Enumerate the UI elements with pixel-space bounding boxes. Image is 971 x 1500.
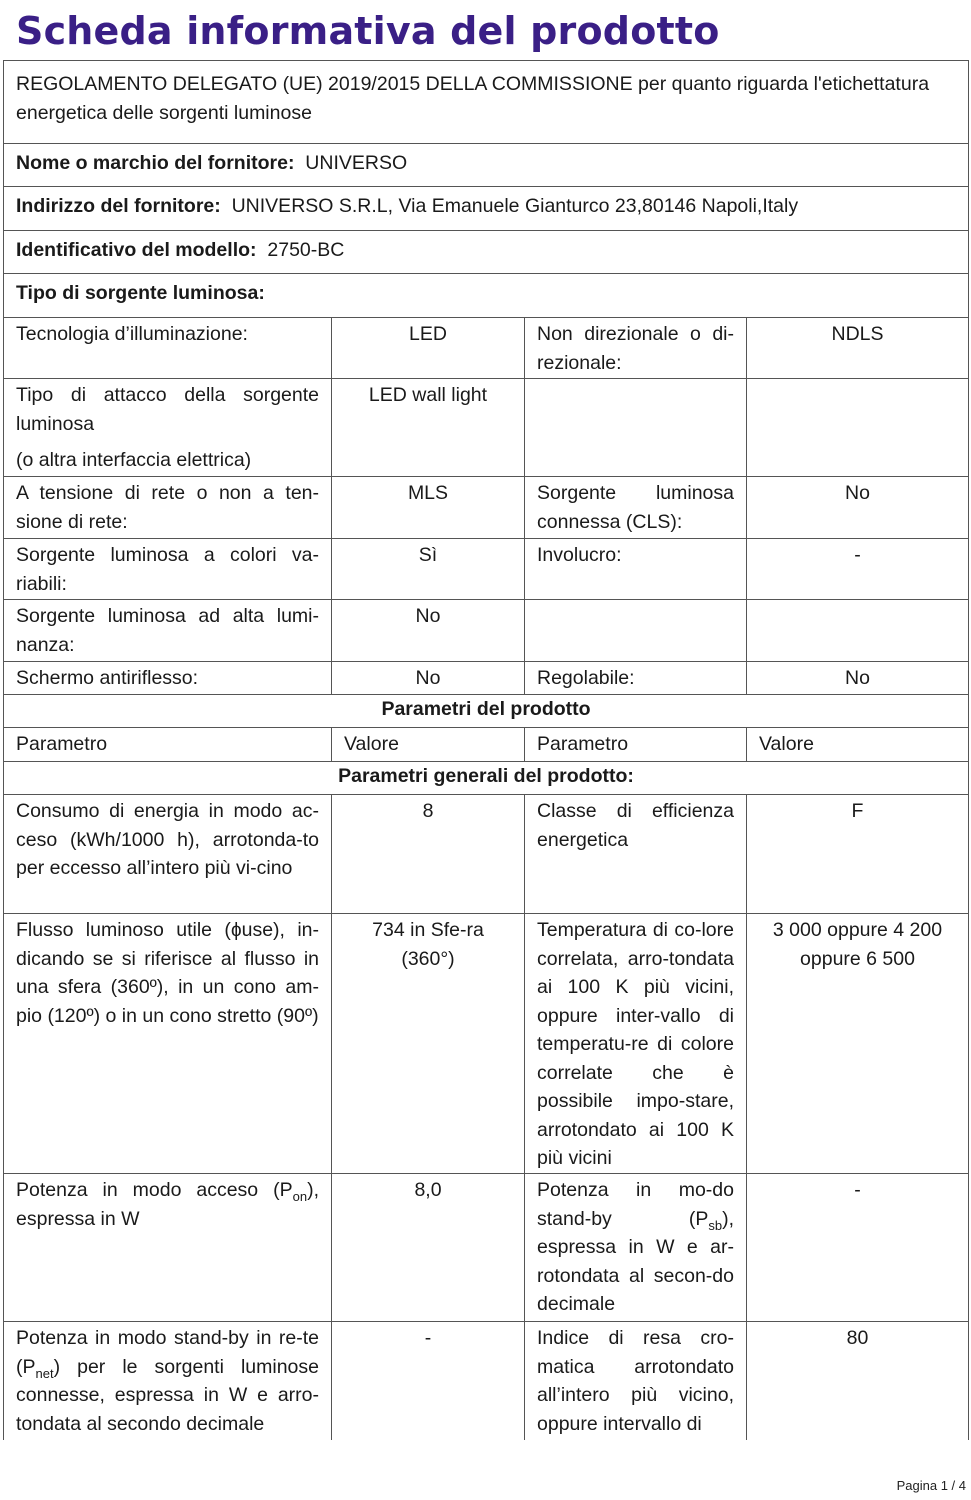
table-row bbox=[4, 795, 969, 914]
supplier-name-value: UNIVERSO bbox=[305, 152, 408, 174]
cri-label: Indice di resa cro-matica arrotondato all’intero più vicino, oppure intervallo di bbox=[525, 1322, 747, 1440]
network-standby-label: Potenza in modo stand-by in re-te $(P_{net})$ per le sorgenti luminose connesse, espressa in W e arro-tondata al secondo decimale bbox=[4, 1322, 332, 1440]
colour-value: Sì bbox=[332, 539, 525, 600]
cap-value: LED wall light bbox=[332, 379, 525, 477]
supplier-address-row bbox=[4, 187, 969, 231]
table-row bbox=[4, 914, 969, 1174]
empty-cell bbox=[525, 379, 747, 477]
regulation-row bbox=[4, 61, 969, 144]
energy-consumption-label: Consumo di energia in modo ac-ceso (kWh/1000 h), arrotonda-to per eccesso all’intero più vi-cino bbox=[4, 795, 332, 914]
table-row bbox=[4, 477, 969, 539]
tech-value: LED bbox=[332, 318, 525, 379]
model-id-row bbox=[4, 231, 969, 274]
source-type-header: Tipo di sorgente luminosa: bbox=[4, 274, 969, 318]
connected-label: Sorgente luminosa connessa (CLS): bbox=[525, 477, 747, 539]
colour-temperature-label: Temperatura di co-lore correlata, arro-tondata ai 100 K più vicini, oppure inter-vallo di temperatu-re di colore correlate che è possibile impo-stare, arrotondato ai 100 K più vicini bbox=[525, 914, 747, 1174]
table-row bbox=[4, 379, 969, 477]
efficiency-class-value: F bbox=[747, 795, 969, 914]
directional-value: NDLS bbox=[747, 318, 969, 379]
mains-value: MLS bbox=[332, 477, 525, 539]
standby-power-label: Potenza in mo-do stand-by $(P_{sb})$, espressa in W e ar-rotondata al secon-do decimale bbox=[525, 1174, 747, 1322]
connected-value: No bbox=[747, 477, 969, 539]
directional-label: Non direzionale o di-rezionale: bbox=[525, 318, 747, 379]
table-row bbox=[4, 1174, 969, 1322]
efficiency-class-label: Classe di efficienza energetica bbox=[525, 795, 747, 914]
page-number: Pagina 1 / 4 bbox=[896, 1478, 966, 1493]
supplier-name-label: Nome o marchio del fornitore: bbox=[16, 152, 295, 174]
table-row bbox=[4, 600, 969, 662]
empty-cell bbox=[747, 379, 969, 477]
mains-label: A tensione di rete o non a ten-sione di rete: bbox=[4, 477, 332, 539]
luminance-label: Sorgente luminosa ad alta lumi-nanza: bbox=[4, 600, 332, 662]
table-row bbox=[4, 318, 969, 379]
luminous-flux-label: Flusso luminoso utile (ɸuse), in-dicando se si riferisce al flusso in una sfera (360º), in un cono am-pio (120º) o in un cono stretto (90º) bbox=[4, 914, 332, 1174]
empty-cell bbox=[747, 600, 969, 662]
dimmable-label: Regolabile: bbox=[525, 662, 747, 695]
page-title: Scheda informativa del prodotto bbox=[16, 9, 720, 53]
cap-label: Tipo di attacco della sorgente luminosa bbox=[16, 384, 319, 435]
on-mode-power-label: Potenza in modo acceso $(P_{on})$, espressa in W bbox=[4, 1174, 332, 1322]
supplier-address-value: UNIVERSO S.R.L, Via Emanuele Gianturco 23,80146 Napoli,Italy bbox=[231, 195, 799, 217]
column-header-row bbox=[4, 728, 969, 762]
product-sheet bbox=[3, 0, 968, 1440]
model-id-value: 2750-BC bbox=[267, 239, 345, 261]
dimmable-value: No bbox=[747, 662, 969, 695]
colour-label: Sorgente luminosa a colori va-riabili: bbox=[4, 539, 332, 600]
table-row bbox=[4, 539, 969, 600]
source-type-row bbox=[4, 274, 969, 318]
network-standby-value: - bbox=[332, 1322, 525, 1440]
general-header-row bbox=[4, 762, 969, 795]
envelope-label: Involucro: bbox=[525, 539, 747, 600]
tech-label: Tecnologia d’illuminazione: bbox=[4, 318, 332, 379]
cri-value: 80 bbox=[747, 1322, 969, 1440]
params-header-row bbox=[4, 695, 969, 728]
standby-power-value: - bbox=[747, 1174, 969, 1322]
col-header-param-1: Parametro bbox=[4, 728, 332, 762]
table-row bbox=[4, 662, 969, 695]
envelope-value: - bbox=[747, 539, 969, 600]
col-header-value-1: Valore bbox=[332, 728, 525, 762]
table-row bbox=[4, 1322, 969, 1440]
supplier-name-row bbox=[4, 144, 969, 187]
luminance-value: No bbox=[332, 600, 525, 662]
general-header: Parametri generali del prodotto: bbox=[4, 762, 969, 795]
energy-consumption-value: 8 bbox=[332, 795, 525, 914]
supplier-address-label: Indirizzo del fornitore: bbox=[16, 195, 221, 217]
luminous-flux-value: 734 in Sfe-ra (360°) bbox=[332, 914, 525, 1174]
col-header-value-2: Valore bbox=[747, 728, 969, 762]
cap-label-note: (o altra interfaccia elettrica) bbox=[16, 449, 252, 471]
model-id-label: Identificativo del modello: bbox=[16, 239, 257, 261]
info-table bbox=[3, 60, 969, 1440]
col-header-param-2: Parametro bbox=[525, 728, 747, 762]
params-header: Parametri del prodotto bbox=[4, 695, 969, 728]
colour-temperature-value: 3 000 oppure 4 200 oppure 6 500 bbox=[747, 914, 969, 1174]
regulation-text: REGOLAMENTO DELEGATO (UE) 2019/2015 DELLA COMMISSIONE per quanto riguarda l'etichettatura energetica delle sorgenti luminose bbox=[4, 61, 969, 144]
glare-value: No bbox=[332, 662, 525, 695]
empty-cell bbox=[525, 600, 747, 662]
on-mode-power-value: 8,0 bbox=[332, 1174, 525, 1322]
glare-label: Schermo antiriflesso: bbox=[4, 662, 332, 695]
